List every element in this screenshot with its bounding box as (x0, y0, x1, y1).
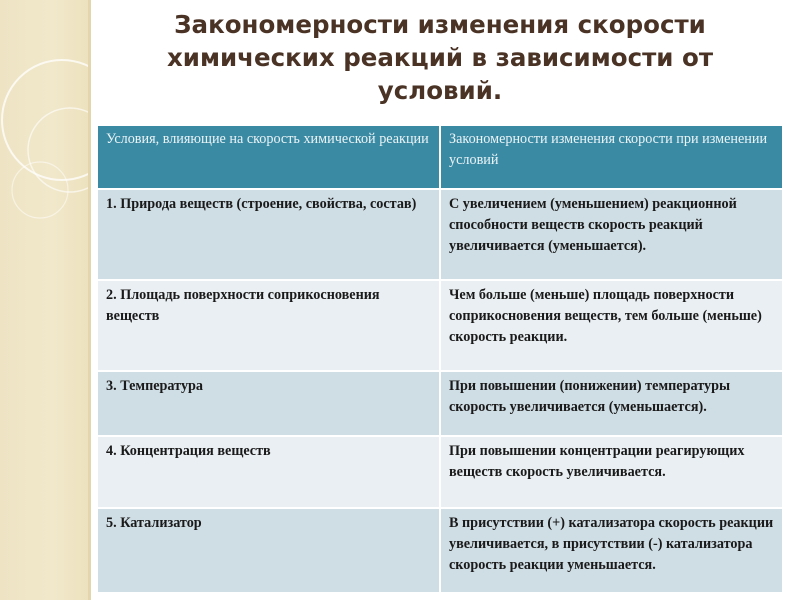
condition-cell: 4. Концентрация веществ (98, 436, 440, 508)
table-row (98, 436, 782, 508)
reaction-rate-table (98, 126, 782, 592)
side-band-edge (88, 0, 91, 600)
law-cell: Чем больше (меньше) площадь поверхности соприкосновения веществ, тем больше (меньше) скорость реакции. (440, 280, 782, 371)
slide-title: Закономерности изменения скорости химических реакций в зависимости от условий. (166, 10, 714, 105)
law-cell: С увеличением (уменьшением) реакционной способности веществ скорость реакций увеличивается (уменьшается). (440, 189, 782, 280)
law-cell: При повышении (понижении) температуры скорость увеличивается (уменьшается). (440, 371, 782, 436)
condition-cell: 1. Природа веществ (строение, свойства, состав) (98, 189, 440, 280)
table-header-row (98, 126, 782, 189)
law-cell: В присутствии (+) катализатора скорость реакции увеличивается, в присутствии (-) катализатора скорость реакции уменьшается. (440, 508, 782, 592)
table-row (98, 371, 782, 436)
law-cell: При повышении концентрации реагирующих веществ скорость увеличивается. (440, 436, 782, 508)
table-row (98, 280, 782, 371)
condition-cell: 2. Площадь поверхности соприкосновения веществ (98, 280, 440, 371)
condition-cell: 3. Температура (98, 371, 440, 436)
header-conditions: Условия, влияющие на скорость химической реакции (98, 126, 440, 189)
decorative-side-band (0, 0, 88, 600)
table-row (98, 508, 782, 592)
condition-cell: 5. Катализатор (98, 508, 440, 592)
header-laws: Закономерности изменения скорости при изменении условий (440, 126, 782, 189)
decorative-circles (0, 0, 88, 600)
table-row (98, 189, 782, 280)
